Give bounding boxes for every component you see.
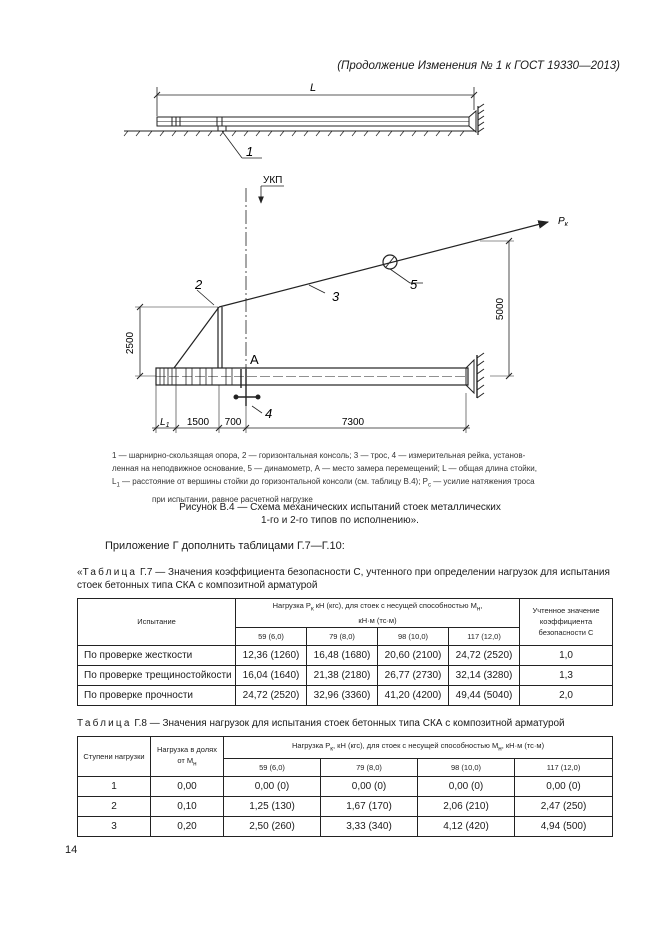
test-scheme-figure: [0, 0, 661, 440]
callout-3: 3: [332, 289, 340, 304]
dim-7300: 7300: [341, 417, 365, 428]
value-cell: 24,72 (2520): [236, 685, 307, 705]
legend-line: ленная на неподвижное основание, 5 — динамометр, А — место замера перемещений; L — общая длина стойки,: [112, 464, 537, 473]
capacity-cell: 98 (10,0): [418, 759, 515, 777]
value-cell: 32,96 (3360): [307, 685, 378, 705]
dim-label-L: L: [309, 82, 317, 94]
stage-cell: 2: [78, 797, 151, 817]
appendix-text: Приложение Г дополнить таблицами Г.7—Г.10:: [105, 540, 345, 552]
caption-line: 1-го и 2-го типов по исполнению».: [261, 515, 419, 526]
side-view: [135, 186, 548, 433]
capacity-cell: 79 (8,0): [307, 627, 378, 645]
head-test: Испытание: [78, 599, 236, 646]
value-cell: 2,06 (210): [418, 797, 515, 817]
ukp-label: УКП: [263, 175, 283, 186]
value-cell: 24,72 (2520): [449, 645, 520, 665]
value-cell: 0,00 (0): [224, 777, 321, 797]
capacity-cell: 98 (10,0): [378, 627, 449, 645]
legend-line: 1 — шарнирно-скользящая опора, 2 — горизонтальная консоль; 3 — трос, 4 — измерительная рейка, установ-: [112, 451, 526, 460]
head-stage: Ступени нагрузки: [78, 737, 151, 777]
legend-line: при испытании, равное расчетной нагрузке: [152, 494, 313, 504]
table-row: [78, 685, 613, 705]
share-cell: 0,20: [151, 817, 224, 837]
value-cell: 41,20 (4200): [378, 685, 449, 705]
callout-5: 5: [410, 277, 418, 292]
value-cell: 16,04 (1640): [236, 665, 307, 685]
value-cell: 49,44 (5040): [449, 685, 520, 705]
value-cell: 2,47 (250): [515, 797, 613, 817]
dim-2500: 2500: [125, 331, 136, 355]
continuation-note: (Продолжение Изменения № 1 к ГОСТ 19330—2013): [337, 60, 620, 72]
callout-1: 1: [246, 144, 254, 159]
coef-cell: 2,0: [520, 685, 613, 705]
value-cell: 0,00 (0): [418, 777, 515, 797]
force-label: $P_к$: [558, 216, 568, 228]
coef-cell: 1,3: [520, 665, 613, 685]
head-share: Нагрузка в долях от $M_н$: [151, 737, 224, 777]
value-cell: 4,12 (420): [418, 817, 515, 837]
dim-700: 700: [224, 417, 242, 428]
legend-line: $L_1$ — расстояние от вершины стойки до горизонтальной консоли (см. таблицу В.4); $P_с$ — усилие натяжения троса: [112, 477, 535, 489]
table-row: [78, 665, 613, 685]
head-load: Нагрузка $P_к$, кН (кгс), для стоек с несущей способностью $M_н$, кН·м (тс·м): [224, 737, 613, 759]
callout-4: 4: [265, 406, 273, 421]
value-cell: 4,94 (500): [515, 817, 613, 837]
row-name: По проверке трещиностойкости: [78, 665, 236, 685]
table7-caption: «Таблица Г.7 — Значения коэффициента безопасности С, учтенного при определении нагрузок для испытания стоек бетонных типа СКА с композитной арматурой: [77, 567, 610, 591]
capacity-cell: 117 (12,0): [515, 759, 613, 777]
capacity-cell: 117 (12,0): [449, 627, 520, 645]
stage-cell: 1: [78, 777, 151, 797]
share-cell: 0,00: [151, 777, 224, 797]
table-row: [78, 817, 613, 837]
figure-legend: [112, 449, 582, 506]
value-cell: 1,67 (170): [321, 797, 418, 817]
table-row: [78, 797, 613, 817]
dim-1500: 1500: [186, 417, 210, 428]
table-g8: [77, 736, 613, 837]
value-cell: 3,33 (340): [321, 817, 418, 837]
value-cell: 21,38 (2180): [307, 665, 378, 685]
point-a-label: А: [250, 352, 259, 367]
capacity-cell: 79 (8,0): [321, 759, 418, 777]
capacity-cell: 59 (6,0): [224, 759, 321, 777]
dim-l1: $L_1$: [160, 417, 170, 429]
table-row: [78, 777, 613, 797]
table-row: [78, 645, 613, 665]
value-cell: 16,48 (1680): [307, 645, 378, 665]
row-name: По проверке прочности: [78, 685, 236, 705]
capacity-cell: 59 (6,0): [236, 627, 307, 645]
value-cell: 20,60 (2100): [378, 645, 449, 665]
callout-2: 2: [195, 277, 203, 292]
value-cell: 0,00 (0): [515, 777, 613, 797]
value-cell: 0,00 (0): [321, 777, 418, 797]
page-number: 14: [65, 844, 78, 856]
value-cell: 26,77 (2730): [378, 665, 449, 685]
stage-cell: 3: [78, 817, 151, 837]
top-view: [124, 87, 484, 158]
value-cell: 12,36 (1260): [236, 645, 307, 665]
head-coef: Учтенное значение коэффициента безопасности С: [520, 599, 613, 646]
dim-5000: 5000: [495, 297, 506, 321]
table-g7: [77, 598, 613, 706]
value-cell: 32,14 (3280): [449, 665, 520, 685]
head-load: Нагрузка $P_к$ кН (кгс), для стоек с несущей способностью $M_н$, кН·м (тс·м): [236, 599, 520, 628]
value-cell: 1,25 (130): [224, 797, 321, 817]
share-cell: 0,10: [151, 797, 224, 817]
row-name: По проверке жесткости: [78, 645, 236, 665]
figure-caption: [120, 501, 560, 527]
caption-line: Рисунок В.4 — Схема механических испытаний стоек металлических: [179, 502, 501, 513]
table8-caption: Таблица Г.8 — Значения нагрузок для испытания стоек бетонных типа СКА с композитной арматурой: [77, 718, 565, 729]
value-cell: 2,50 (260): [224, 817, 321, 837]
coef-cell: 1,0: [520, 645, 613, 665]
